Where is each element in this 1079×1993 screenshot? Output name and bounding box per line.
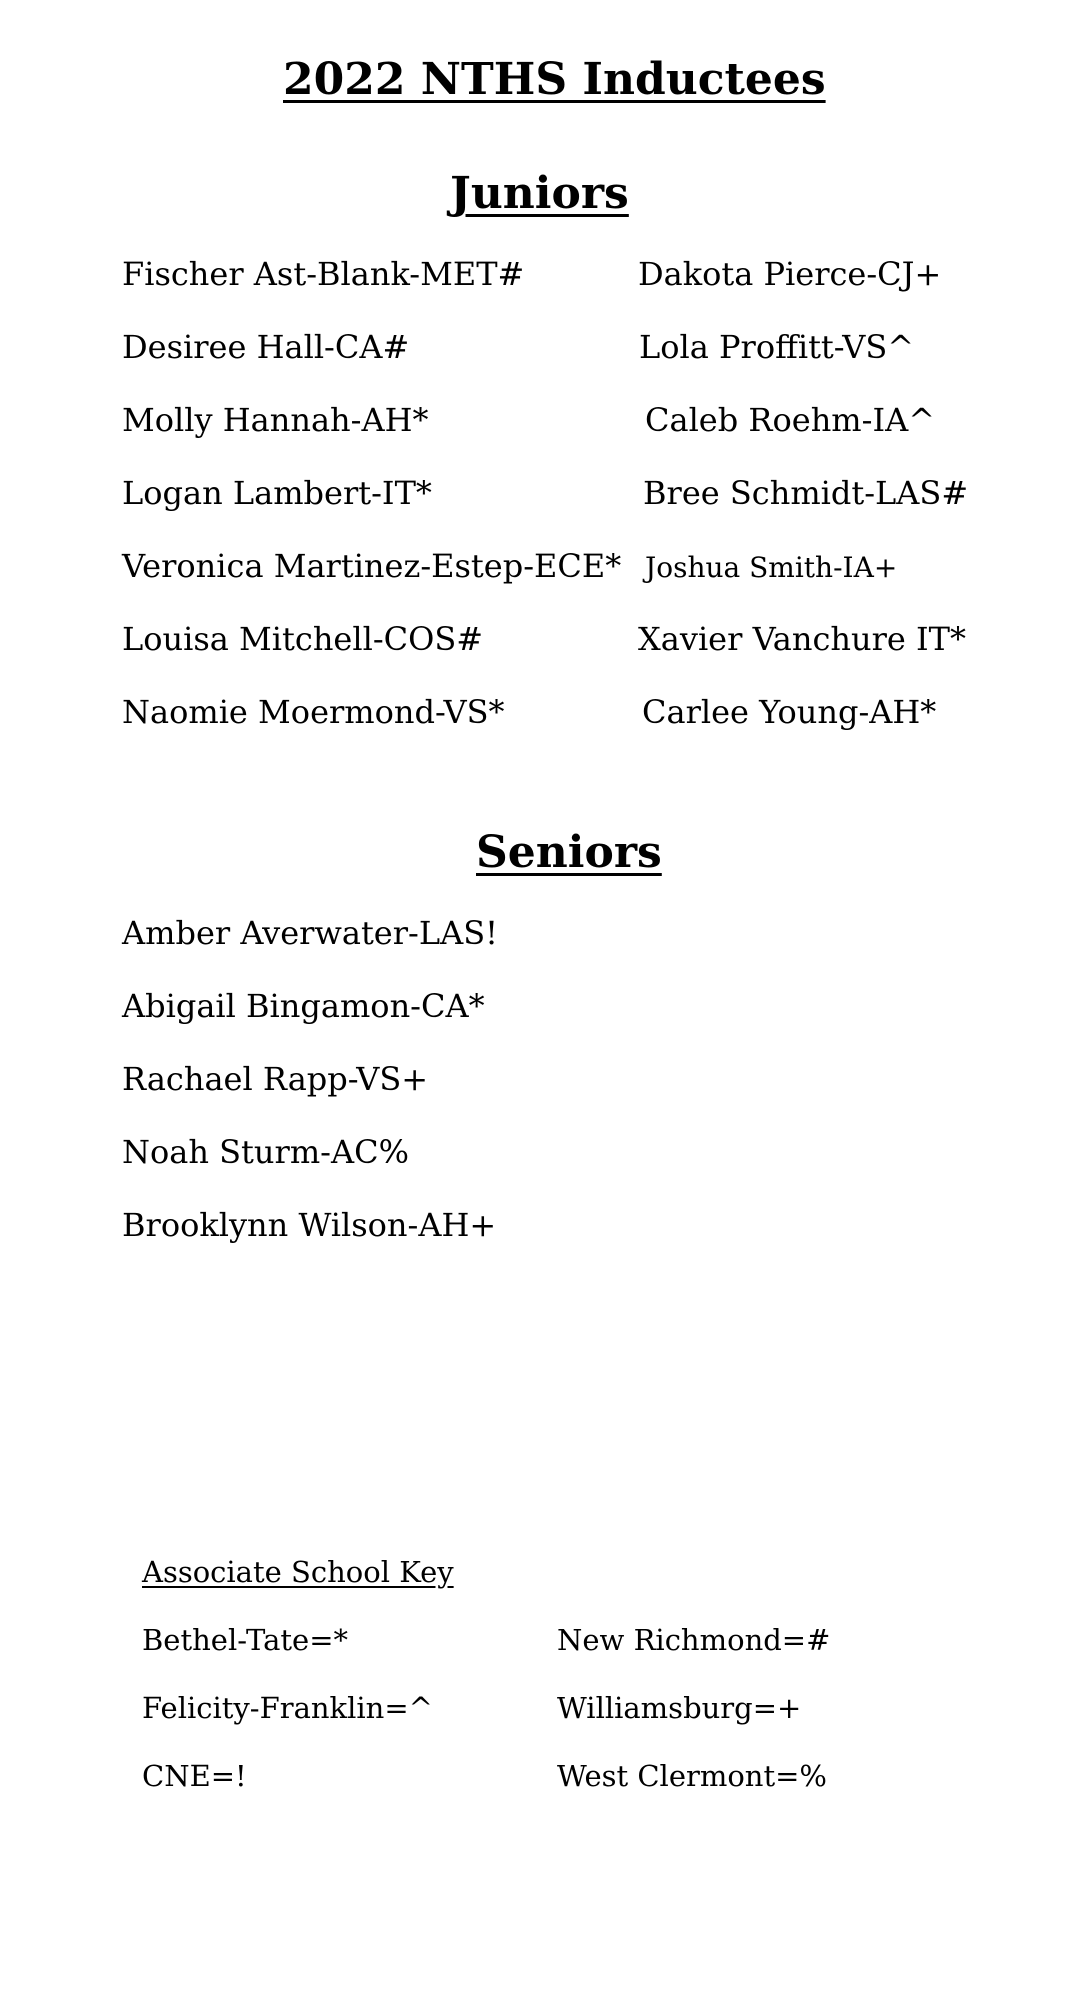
junior-name: Louisa Mitchell-COS# [122,620,484,658]
key-title: Associate School Key [142,1555,454,1589]
senior-name: Rachael Rapp-VS+ [122,1060,429,1098]
junior-name: Lola Proffitt-VS^ [639,328,915,366]
junior-name: Caleb Roehm-IA^ [645,401,936,439]
junior-name: Logan Lambert-IT* [122,474,432,512]
page-title: 2022 NTHS Inductees [283,54,826,105]
junior-name: Molly Hannah-AH* [122,401,429,439]
key-entry: Bethel-Tate=* [142,1623,349,1657]
key-entry: New Richmond=# [557,1623,831,1657]
junior-name: Naomie Moermond-VS* [122,693,505,731]
key-entry: Felicity-Franklin=^ [142,1691,433,1725]
junior-name: Xavier Vanchure IT* [638,620,966,658]
key-entry: West Clermont=% [557,1759,827,1793]
seniors-heading: Seniors [476,827,662,878]
junior-name: Fischer Ast-Blank-MET# [122,255,525,293]
junior-name: Dakota Pierce-CJ+ [638,255,942,293]
junior-name: Joshua Smith-IA+ [645,551,898,584]
senior-name: Abigail Bingamon-CA* [122,987,485,1025]
key-entry: CNE=! [142,1759,247,1793]
junior-name: Carlee Young-AH* [642,693,937,731]
senior-name: Amber Averwater-LAS! [122,914,498,952]
senior-name: Noah Sturm-AC% [122,1133,409,1171]
key-entry: Williamsburg=+ [557,1691,802,1725]
junior-name: Veronica Martinez-Estep-ECE* [122,547,622,585]
juniors-heading: Juniors [450,168,629,219]
junior-name: Desiree Hall-CA# [122,328,410,366]
senior-name: Brooklynn Wilson-AH+ [122,1206,497,1244]
junior-name: Bree Schmidt-LAS# [643,474,969,512]
